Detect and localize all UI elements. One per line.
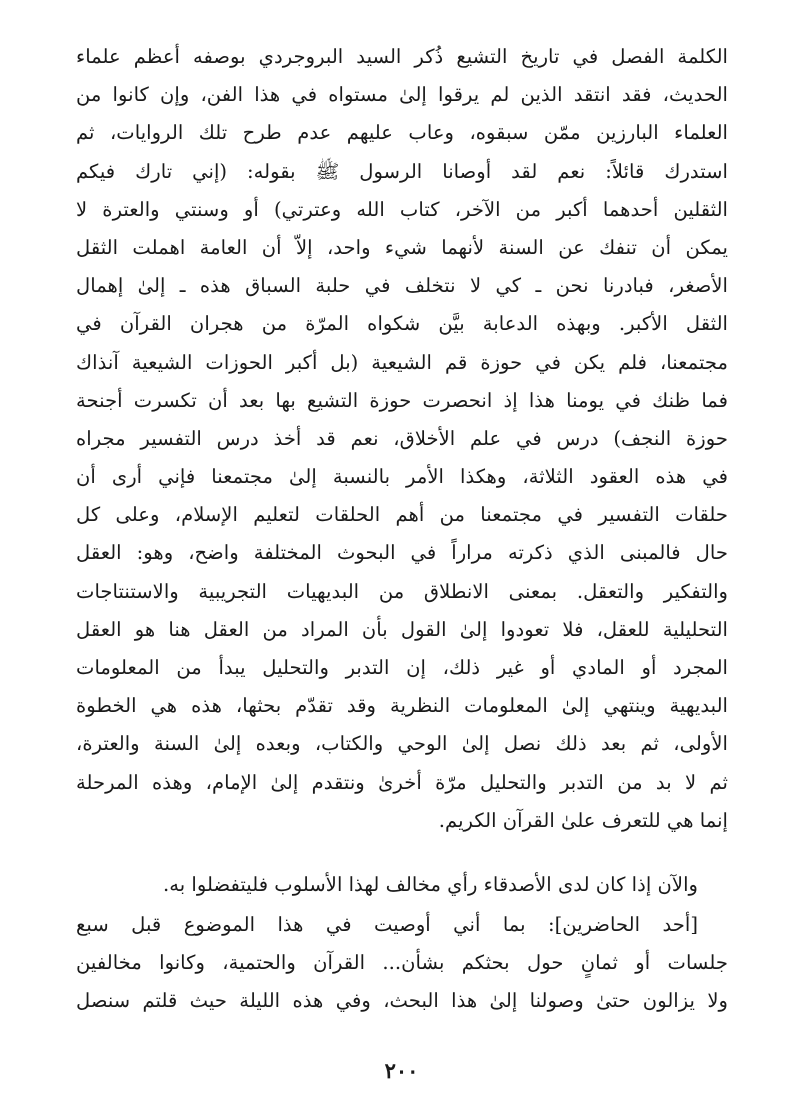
- text-line: والآن إذا كان لدى الأصدقاء رأي مخالف لهذا الأسلوب فليتفضلوا به.: [163, 873, 698, 896]
- text-line: والتفكير والتعقل. بمعنى الانطلاق من البديهيات التجريبية والاستنتاجات: [76, 579, 728, 603]
- text-line: حال فالمبنى الذي ذكرته مراراً في البحوث المختلفة واضح، وهو: العقل: [76, 541, 728, 565]
- text-line: الأولى، ثم بعد ذلك نصل إلىٰ الوحي والكتاب، وبعده إلىٰ السنة والعترة،: [76, 732, 728, 756]
- text-line: يمكن أن تنفك عن السنة لأنهما شيء واحد، إلاّ أن العامة اهملت الثقل: [76, 235, 728, 259]
- text-line: جلسات أو ثمانٍ حول بحثكم بشأن... القرآن والحتمية، وكانوا مخالفين: [76, 951, 728, 975]
- text-line: في هذه العقود الثلاثة، وهكذا الأمر بالنسبة إلىٰ مجتمعنا فإني أرى أن: [76, 465, 728, 489]
- text-line: العلماء البارزين ممّن سبقوه، وعاب عليهم عدم طرح تلك الروايات، ثم: [76, 121, 728, 145]
- text-line: استدرك قائلاً: نعم لقد أوصانا الرسول ﷺ بقوله: (إني تارك فيكم: [76, 159, 728, 183]
- text-line: المجرد أو المادي أو غير ذلك، إن التدبر والتحليل يبدأ من المعلومات: [76, 656, 728, 679]
- text-line: فما ظنك في يومنا هذا إذ انحصرت حوزة التشيع بها بعد أن تكسرت أجنحة: [76, 388, 728, 412]
- text-line: الثقلين أحدهما أكبر من الآخر، كتاب الله وعترتي) أو وسنتي والعترة لا: [76, 197, 728, 221]
- text-line: البديهية وينتهي إلىٰ المعلومات النظرية وقد تقدّم بحثها، هذه هي الخطوة: [76, 694, 728, 718]
- paragraph-main: [76, 38, 728, 840]
- text-line: الثقل الأكبر. وبهذه الدعابة بيَّن شكواه المرّة من هجران القرآن في: [76, 312, 728, 336]
- text-line: ولا يزالون حتىٰ وصولنا إلىٰ هذا البحث، وفي هذه الليلة حيث قلتم سنصل: [76, 989, 728, 1013]
- text-line: الأصغر، فبادرنا نحن ـ كي لا نتخلف في حلبة السباق هذه ـ إلىٰ إهمال: [76, 274, 728, 298]
- text-line: الكلمة الفصل في تاريخ التشيع ذُكر السيد البروجردي بوصفه أعظم علماء: [76, 45, 728, 68]
- paragraph-audience-comment: [76, 906, 728, 1021]
- text-line: حوزة النجف) درس في علم الأخلاق، نعم قد أخذ درس التفسير مجراه: [76, 426, 728, 450]
- text-line: إنما هي للتعرف علىٰ القرآن الكريم.: [438, 808, 728, 832]
- text-line: الحديث، فقد انتقد الذين لم يرقوا إلىٰ مستواه في هذا الفن، وإن كانوا من: [76, 83, 728, 107]
- text-line: حلقات التفسير في مجتمعنا من أهم الحلقات لتعليم الإسلام، وعلى كل: [76, 503, 728, 527]
- text-line: [أحد الحاضرين]: بما أني أوصيت في هذا الموضوع قبل سبع: [76, 913, 698, 936]
- paragraph-question-intro: [76, 866, 728, 904]
- text-line: ثم لا بد من التدبر والتحليل مرّة أخرىٰ ونتقدم إلىٰ الإمام، وهذه المرحلة: [76, 770, 728, 794]
- text-line: مجتمعنا، فلم يكن في حوزة قم الشيعية (بل أكبر الحوزات الشيعية آنذاك: [76, 350, 728, 374]
- page-number: ٢٠٠: [384, 1058, 419, 1083]
- text-line: التحليلية للعقل، فلا تعودوا إلىٰ القول بأن المراد من العقل هنا هو العقل: [76, 617, 728, 641]
